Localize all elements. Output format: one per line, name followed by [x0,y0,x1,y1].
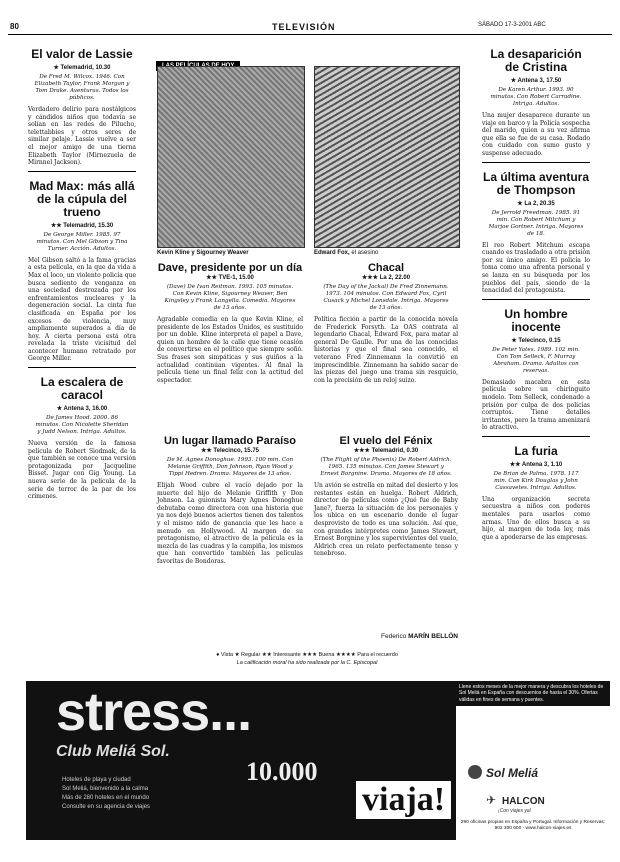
ad-footer: 290 oficinas propias en España y Portugal. Información y Reservas: 902 300 600 · www.halcon-viajes.es [460,820,606,831]
review-credits: De George Miller. 1985. 97 minutos. Con Mel Gibson y Tina Turner. Acción. Adultos. [36,231,128,252]
review-title: La desaparición de Cristina [490,47,582,74]
movie-credits: (The Flight of the Phoenix) De Robert Aldrich. 1965. 135 minutos. Con James Stewart y Ernest Borgnine. Drama. Mayores de 18 años. [320,457,452,477]
ad-line: Consulte en su agencia de viajes [62,804,151,810]
ad-headline: stress... [56,682,252,742]
rating-legend [156,652,458,666]
page-number: 80 [10,22,19,31]
review-block [482,308,590,432]
ad-lines [62,776,362,812]
movie-credits: (The Day of the Jackal) De Fred Zinnemann. 1973. 104 minutos. Con Edward Fox, Cyril Cusack y Michel Lonsdale. Intriga. Mayores de 13 años. [323,284,449,311]
movie-credits: De M. Agnes Donoghue. 1993. 100 min. Con Melanie Griffith, Don Johnson, Ryan Wood y Tippi Hedren. Drama. Mayores de 13 años. [166,457,294,477]
movie-title: Dave, presidente por un día [157,262,303,274]
review-credits: De Brian de Palma. 1978. 117 min. Con Kirk Douglas y John Cassavetes. Intriga. Adultos. [493,470,579,491]
photo-caption [157,250,303,256]
review-rating: ★★ Telemadrid, 15.30 [50,222,114,229]
movie-block [314,262,458,384]
ad-brand: Club Meliá Sol. [56,743,170,760]
review-text: Una organización secreta secuestra a niños con poderes mentales para usarlos como armas. Uno de ellos busca a su hijo, al margen de toda ley, más que a apoderarse de las empresas. [482,495,590,541]
movie-credits: (Dave) De Ivan Reitman. 1993. 105 minutos. Con Kevin Kline, Sigourney Weaver, Ben Kingsley y Frank Langella. Comedia. Mayores de 13 años. [164,284,296,311]
review-credits: De Fred M. Wilcox. 1946. Con Elizabeth Taylor, Frank Morgan y Tom Drake. Aventuras. Todos los públicos. [34,74,130,101]
review-rating: ★ Telemadrid, 10.30 [53,65,111,71]
halcon-logo: HALCON [502,796,545,807]
review-title: Mad Max: más allá de la cúpula del trueno [29,178,135,219]
review-rating: ★ La 2, 20.35 [517,200,555,207]
review-credits: De Jerrold Freedman. 1985. 91 min. Con Robert Mitchum y Marjoe Gortner. Intriga. Mayores de 18. [488,209,584,237]
movie-rating: ★★ TVE-1, 15.00 [206,275,254,281]
divider [482,436,590,437]
review-block [28,376,136,501]
review-rating: ★ Antena 3, 16.00 [56,406,108,413]
movie-text: Un avión se estrella en mitad del desierto y los restantes están en huelga. Robert Aldrich, director de películas como ¿Qué fue de Baby Jane?, fuerza la situación de los personajes y los ubica en un escenario donde el lugar desprovisto de todo es una solución. Así que, con grandes intérpretes como James Stewart, Ernest Borgnine y los supervivientes del vuelo, Aldrich crea un relato perfectamente tenso y tenebroso. [314,482,458,558]
ad-line: Hoteles de playa y ciudad [62,777,131,783]
review-credits: De Peter Yates. 1989. 102 min. Con Tom Selleck, F. Murray Abraham. Drama. Adultos con reservas. [492,346,580,374]
review-text: El reo Robert Mitchum escapa cuando es trasladado a otra prisión por su único amigo. El policía lo toma como una afrenta personal y se lanza en su búsqueda por los pueblos del país, siendo de la tenacidad del protagonista. [482,241,590,295]
byline-prefix: Federico [381,633,409,640]
movie-photo [157,66,305,248]
review-title: La escalera de caracol [40,375,124,403]
movie-title: Chacal [367,262,405,274]
sol-melia-logo: Sol Meliá [486,766,539,780]
review-rating: ★ Antena 3, 17.50 [510,78,562,84]
sun-logo-icon [468,765,482,779]
featured-band [156,52,458,62]
divider [482,299,590,300]
movie-block [157,435,303,566]
ad-price: 10.000 [246,757,318,786]
review-text: Verdadero delirio para nostálgicos y cándidos niños que todavía se solían en las redes de Pilucho, telettabbies y otros seres de similar pelaje. Lassie vuelve a ser el mejor amigo de una tierna Elizabeth Taylor (Mirnezuela de Mirnnel Jackson). [28,106,136,167]
review-rating: ★ Telecinco, 0.15 [511,337,561,344]
review-rating: ★★ Antena 3, 1.10 [509,461,563,468]
page-header [0,0,620,40]
ad-line: Más de 280 hoteles en el mundo [62,795,150,801]
legend-note: La calificación moral ha sido realizada por la C. Episcopal [236,660,378,666]
divider [482,162,590,163]
header-rule [8,34,612,35]
section-title: TELEVISIÓN [272,22,336,32]
ad-slogan: viaja! [356,781,451,819]
caption-bold: Edward Fox, [314,250,350,256]
caption-rest: el asesino [349,250,379,256]
divider [28,171,136,172]
plane-icon: ✈ [486,793,497,807]
ad-right-panel [456,681,610,840]
ad-line: Sol Meliá, bienvenido a la calma [62,786,149,792]
review-block [482,171,590,295]
dateline: SÁBADO 17-3-2001 ABC [478,22,546,28]
caption-bold: Kevin Kline y Sigourney Weaver [157,250,249,256]
movie-block [314,435,458,558]
movie-rating: ★★★ Telemadrid, 0.30 [353,448,419,454]
movie-rating: ★★ Telecinco, 15.75 [200,448,259,454]
review-block [482,48,590,158]
byline-name: MARÍN BELLÓN [408,633,458,640]
review-text: Una mujer desaparece durante un viaje en barco y la Policía sospecha del marido, quien a su vez afirma que ella se fue de su casa. Rodado con cuidado con sumo gusto y suspense adecuado. [482,112,590,157]
movie-text: Agradable comedia en la que Kevin Kline, el presidente de los Estados Unidos, es sustituido por un doble. Kline interpreta el papel a Dave, quien un hombre de la calle que tiene ocasión de convertirse en el político que siempre soñó. Sus frases son simpáticas y sus guiños a la actualidad continúan vigentes. Al final la película tiene un final feliz con la actitud del espectador. [157,316,303,384]
review-title: La furia [514,443,558,458]
right-column [482,40,590,541]
movie-title: Un lugar llamado Paraíso [163,435,297,447]
review-text: Nueva versión de la famosa película de Robert Siodmak, de la que también se conoce una versión protagonizada por Jacqueline Bisset. Jugar con Gig Young. La nueva serie de la película de la serie de terror de la par de los crímenes. [28,440,136,501]
movie-text: Política ficción a partir de la conocida novela de Frederick Forsyth. La OAS contrata al legendario Chacal, Edward Fox, para matar al general De Gaulle. Por una de las conocidas historias y que el final sea conocido, el veterano Fred Zinnemann la convirtió en imprescindible. Zinnemann ha sabido sacar de las piezas del juego una trama sin resquicio, con la precisión de un reloj suizo. [314,316,458,384]
review-block [28,180,136,363]
movie-block [157,262,303,384]
divider [28,367,136,368]
review-title: Un hombre inocente [504,306,568,334]
movie-title: El vuelo del Fénix [339,435,433,447]
ad-right-text: Llene estos meses de la mejor manera y descubra los hoteles de Sol Meliá en España con descuentos de hasta el 30%. Ofertas válidas en fines de semana y puentes. [456,681,610,706]
movie-text: Elijah Wood cubre el vacío dejado por la muerte del hijo de Melanie Griffith y Don Johnson. La guionista Mary Agnes Donoghue debutaba como directora con una historia que ya nos dejó buenos aciertos tienen dos talentos y el mismo nido de ganancia que les hace a menudo en Hollywood. Al margen de su protagonismo, el atractivo de la película es la mezcla de las cuadras y la campiña, los mismos que han convertido también las películas favoritas de Bondoras. [157,482,303,565]
review-title: El valor de Lassie [31,47,133,61]
photo-caption [314,250,458,256]
movie-rating: ★★★ La 2, 22.00 [361,275,411,281]
movie-photo [314,66,460,248]
left-column [28,40,136,501]
review-title: La última aventura de Thompson [482,169,590,197]
review-block [28,48,136,167]
legend-ratings: ● Vista ★ Regular ★★ Interesante ★★★ Buena ★★★★ Para el recuerdo [216,652,398,658]
review-block [482,445,590,542]
review-text: Demasiado macabra en esta película sobre un chiringuito modelo. Tom Selleck, condenado a prisión por culpa de dos policías corruptos. Tiene detalles irritantes, pero la trama amenizará lo atractivo. [482,378,590,432]
halcon-tagline: ¡Con viajes ya! [498,808,532,814]
review-text: Mel Gibson saltó a la fama gracias a esta película, en la que da vida a Max el loco, un violento policía que busca sediento de venganza en una sociedad destrozada por los enfrentamientos nucleares y la degeneración social. La cinta fue clasificada en España por los excesos de violencia, muy ampliamente superados a día de hoy. A cierta persona está otra revelada la triste vicisitud del acontecer humano retratado por George Miller. [28,256,136,363]
byline [320,633,458,640]
advertisement[interactable] [26,681,610,840]
review-credits: De Karen Arthur. 1993. 90 minutos. Con Robert Carradine. Intriga. Adultos. [490,87,582,107]
review-credits: De James Hood. 2000. 86 minutos. Con Nicolette Sheridan y Judd Nelson. Intriga. Adultos. [35,415,129,436]
